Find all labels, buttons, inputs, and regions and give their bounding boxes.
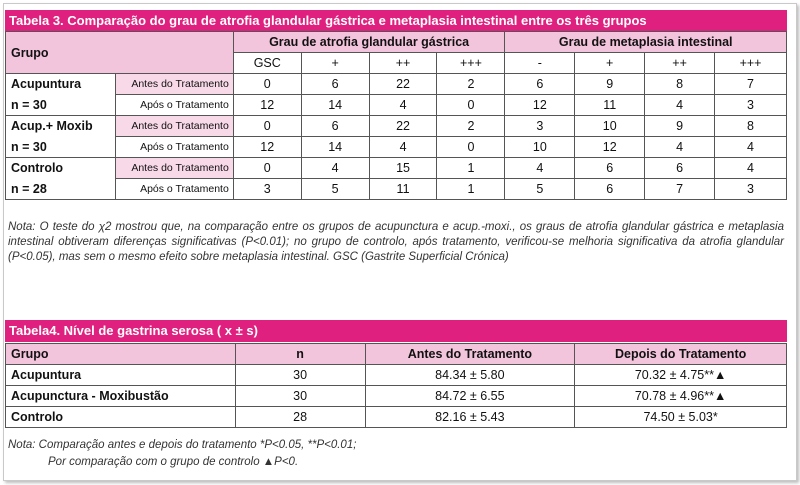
cell: 5 [505, 179, 575, 200]
row-n: 30 [235, 386, 365, 407]
cell: 10 [505, 137, 575, 158]
cell: 4 [715, 137, 787, 158]
cell: 9 [575, 74, 645, 95]
cell: 3 [715, 95, 787, 116]
row-after: 70.32 ± 4.75**▲ [575, 365, 787, 386]
cell: 7 [645, 179, 715, 200]
cell: 3 [715, 179, 787, 200]
cell: 12 [505, 95, 575, 116]
sub-header: +++ [715, 53, 787, 74]
col-header-after: Depois do Tratamento [575, 344, 787, 365]
cell: 0 [437, 137, 505, 158]
row-group: Acupunctura - Moxibustão [6, 386, 236, 407]
row-n: 28 [235, 407, 365, 428]
cell: 7 [715, 74, 787, 95]
cell: 1 [437, 158, 505, 179]
table4-note-line1: Nota: Comparação antes e depois do tratamento *P<0.05, **P<0.01; [8, 439, 357, 451]
cell: 22 [369, 116, 437, 137]
row-label: Após o Tratamento [115, 179, 233, 200]
group-name: Controlo [6, 158, 116, 179]
group-n: n = 30 [6, 95, 116, 116]
cell: 3 [505, 116, 575, 137]
row-label: Antes do Tratamento [115, 158, 233, 179]
cell: 6 [575, 158, 645, 179]
cell: 11 [575, 95, 645, 116]
row-group: Acupuntura [6, 365, 236, 386]
cell: 12 [233, 95, 301, 116]
col-header-before: Antes do Tratamento [365, 344, 575, 365]
cell: 4 [505, 158, 575, 179]
cell: 22 [369, 74, 437, 95]
cell: 4 [369, 95, 437, 116]
sub-header: - [505, 53, 575, 74]
cell: 4 [301, 158, 369, 179]
group-name: Acup.+ Moxib [6, 116, 116, 137]
row-after: 70.78 ± 4.96**▲ [575, 386, 787, 407]
row-before: 84.34 ± 5.80 [365, 365, 575, 386]
table3 [5, 31, 787, 200]
row-label: Antes do Tratamento [115, 116, 233, 137]
cell: 2 [437, 74, 505, 95]
row-label: Após o Tratamento [115, 95, 233, 116]
sub-header: ++ [645, 53, 715, 74]
cell: 12 [575, 137, 645, 158]
sub-header: + [575, 53, 645, 74]
sub-header: + [301, 53, 369, 74]
atrofia-header: Grau de atrofia glandular gástrica [233, 32, 505, 53]
cell: 11 [369, 179, 437, 200]
cell: 14 [301, 95, 369, 116]
cell: 1 [437, 179, 505, 200]
row-label: Antes do Tratamento [115, 74, 233, 95]
col-header-n: n [235, 344, 365, 365]
cell: 0 [233, 74, 301, 95]
cell: 8 [715, 116, 787, 137]
cell: 15 [369, 158, 437, 179]
row-label: Após o Tratamento [115, 137, 233, 158]
group-n: n = 28 [6, 179, 116, 200]
row-after: 74.50 ± 5.03* [575, 407, 787, 428]
cell: 12 [233, 137, 301, 158]
row-group: Controlo [6, 407, 236, 428]
cell: 2 [437, 116, 505, 137]
cell: 6 [301, 116, 369, 137]
cell: 5 [301, 179, 369, 200]
cell: 6 [575, 179, 645, 200]
cell: 4 [369, 137, 437, 158]
table3-note: Nota: O teste do χ2 mostrou que, na comparação entre os grupos de acupunctura e acup.-moxi., os graus de atrofia glandular gástrica e metaplasia intestinal obtiveram diferenças significativas (P<0.01); no grupo de controlo, após tratamento, verificou-se melhoria significativa da atrofia glandular (P<0.05), mas sem o mesmo efeito sobre metaplasia intestinal. GSC (Gastrite Superficial Crónica) [8, 221, 784, 263]
cell: 0 [233, 116, 301, 137]
cell: 6 [645, 158, 715, 179]
cell: 0 [437, 95, 505, 116]
cell: 14 [301, 137, 369, 158]
metaplasia-header: Grau de metaplasia intestinal [505, 32, 787, 53]
table4-note-line2: Por comparação com o grupo de controlo ▲P<0. [48, 456, 299, 468]
cell: 9 [645, 116, 715, 137]
group-name: Acupuntura [6, 74, 116, 95]
sub-header: ++ [369, 53, 437, 74]
cell: 4 [645, 137, 715, 158]
row-before: 82.16 ± 5.43 [365, 407, 575, 428]
row-n: 30 [235, 365, 365, 386]
cell: 6 [301, 74, 369, 95]
table4 [5, 343, 787, 428]
cell: 4 [645, 95, 715, 116]
sub-header: +++ [437, 53, 505, 74]
cell: 10 [575, 116, 645, 137]
cell: 0 [233, 158, 301, 179]
table4-title: Tabela4. Nível de gastrina serosa ( x ± s) [5, 320, 787, 342]
group-n: n = 30 [6, 137, 116, 158]
cell: 3 [233, 179, 301, 200]
row-before: 84.72 ± 6.55 [365, 386, 575, 407]
cell: 8 [645, 74, 715, 95]
col-group-header: Grupo [6, 32, 234, 74]
sub-header: GSC [233, 53, 301, 74]
cell: 6 [505, 74, 575, 95]
col-header-group: Grupo [6, 344, 236, 365]
table3-title: Tabela 3. Comparação do grau de atrofia glandular gástrica e metaplasia intestinal entre os três grupos [5, 10, 787, 32]
cell: 4 [715, 158, 787, 179]
